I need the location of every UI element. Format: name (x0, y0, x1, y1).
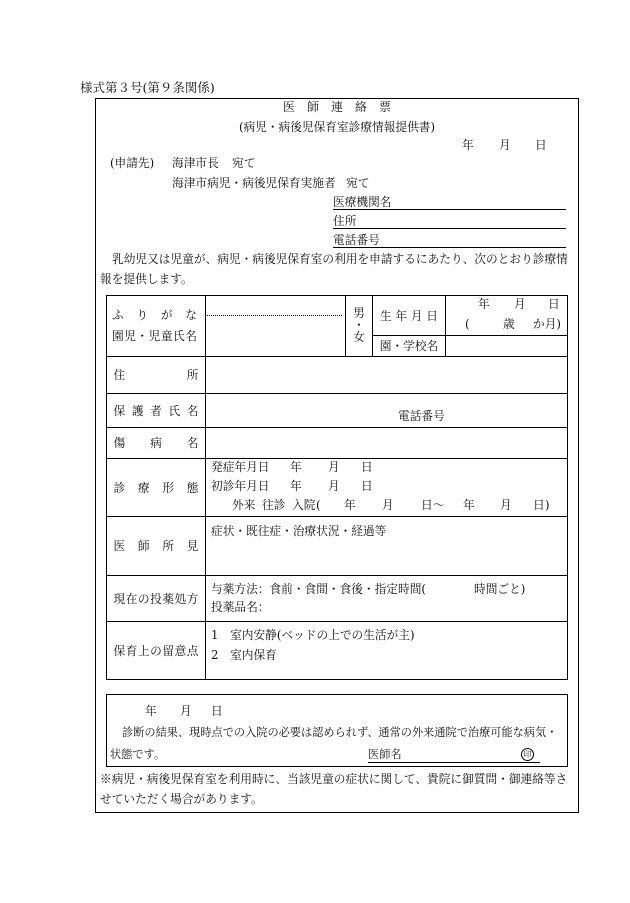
period-open: ( (316, 498, 321, 512)
childcare-notes-value-cell (205, 621, 568, 680)
intro-line: 報を提供します。 (100, 272, 193, 286)
label-glyph: 名 (186, 403, 199, 418)
label-glyph: 護 (131, 403, 144, 418)
label-glyph: 薬 (162, 591, 175, 606)
birthdate-label-cell (372, 295, 446, 336)
certification-box (106, 694, 568, 767)
furigana-label (112, 308, 197, 322)
label-glyph: の (150, 643, 162, 658)
age-months-unit: か月) (533, 317, 561, 331)
institution-phone-line (333, 247, 566, 248)
address-label (114, 368, 199, 382)
month-unit: 月 (500, 498, 512, 512)
dosing-method-label: 与薬方法：食前・食間・食後・指定時間( (211, 582, 426, 596)
label-glyph: 名 (186, 436, 199, 450)
label-glyph: 見 (186, 539, 199, 553)
guardian-value-cell (205, 393, 568, 428)
childcare-notes-label-cell (106, 621, 206, 680)
address-value-cell (205, 356, 568, 394)
childcare-notes-label (114, 644, 199, 658)
age-open: ( (465, 317, 470, 331)
year-unit: 年 (463, 498, 475, 512)
first-visit-date-label: 初診年月日 (211, 479, 270, 493)
child-name-value-cell (205, 295, 346, 357)
label-glyph: が (160, 308, 173, 322)
institution-name-line (333, 209, 566, 210)
day-unit: 日 (421, 498, 433, 512)
day-unit: 日 (211, 704, 223, 718)
visit-type-house-call: 往診 (262, 498, 286, 512)
label-glyph: 児 (124, 329, 136, 343)
label-glyph: 現 (113, 591, 126, 606)
day-unit: 日 (361, 460, 373, 474)
label-glyph: 形 (162, 480, 175, 495)
label-glyph: 意 (174, 643, 187, 658)
guardian-label-cell (106, 393, 206, 428)
label-glyph: 保 (113, 403, 126, 418)
label-glyph: 月 (410, 308, 423, 323)
label-glyph: ふ (112, 308, 124, 322)
recipient-label: (申請先) (110, 156, 155, 170)
label-glyph: 在 (125, 591, 138, 606)
label-glyph: 日 (426, 308, 438, 323)
medication-value-cell (205, 575, 568, 622)
label-glyph: 傷 (113, 436, 126, 450)
label-glyph: 上 (137, 643, 150, 658)
drug-name-label: 投薬品名： (211, 600, 270, 614)
label-glyph: 師 (137, 539, 150, 553)
label-glyph: 者 (150, 403, 162, 418)
label-glyph: 保 (113, 643, 126, 658)
recipient-mayor: 海津市長 (172, 156, 219, 170)
visit-type-inpatient: 入院 (292, 498, 316, 512)
care-type-label-cell (106, 458, 206, 517)
school-value-cell (445, 335, 568, 357)
address-label-cell (106, 356, 206, 394)
institution-address-line (333, 228, 566, 229)
label-glyph: 生 (380, 308, 392, 323)
onset-date-label: 発症年月日 (211, 460, 270, 474)
findings-label-cell (106, 516, 206, 576)
certification-statement: 状態です。 (110, 748, 166, 761)
label-glyph: 育 (125, 643, 138, 658)
birthdate-label (380, 309, 438, 323)
month-unit: 月 (514, 297, 526, 311)
day-unit: 日 (361, 479, 373, 493)
form-subtitle: (病児・病後児保育室診療情報提供書) (238, 120, 436, 134)
year-unit: 年 (290, 479, 302, 493)
gender-female: 女 (353, 330, 365, 344)
form-title: 医 師 連 絡 票 (282, 100, 391, 114)
label-glyph: 所 (162, 539, 175, 553)
institution-name-label: 医療機関名 (333, 195, 392, 209)
label-glyph: 住 (113, 368, 126, 382)
period-close: ) (545, 498, 550, 512)
childcare-note-item: 2 室内保育 (211, 648, 277, 662)
label-glyph: 処 (174, 591, 187, 606)
year-unit: 年 (462, 138, 474, 152)
label-glyph: 年 (395, 308, 408, 323)
recipient-operator: 海津市病児・病後児保育実施者 (172, 176, 336, 190)
dosing-interval-suffix: 時間ごと) (474, 582, 526, 596)
year-unit: 年 (478, 297, 490, 311)
doctor-name-label: 医師名 (368, 748, 402, 761)
label-glyph: 名 (185, 329, 197, 343)
diagnosis-label-cell (106, 427, 206, 459)
label-glyph: 氏 (173, 329, 185, 343)
guardian-label (114, 404, 199, 418)
diagnosis-label (114, 436, 199, 450)
month-unit: 月 (499, 138, 511, 152)
doctor-name-line (368, 762, 540, 763)
diagnosis-value-cell (205, 427, 568, 459)
recipient-suffix: 宛て (346, 176, 370, 190)
month-unit: 月 (328, 460, 340, 474)
label-glyph: 所 (186, 368, 199, 382)
school-label: 園・学校名 (379, 339, 439, 353)
findings-label (114, 539, 199, 553)
label-glyph: 病 (150, 436, 162, 450)
form-number: 様式第３号(第９条関係) (80, 80, 215, 95)
label-glyph: 診 (113, 480, 126, 495)
label-glyph: 点 (186, 643, 199, 658)
findings-value-cell (205, 516, 568, 576)
school-label-cell (372, 335, 446, 357)
medication-label-cell (106, 575, 206, 622)
label-glyph: の (137, 591, 150, 606)
label-glyph: 方 (186, 591, 199, 606)
label-glyph: 態 (186, 480, 199, 495)
childcare-note-item: 1 室内安静(ベッドの上での生活が主) (211, 628, 415, 642)
label-glyph: ・ (136, 329, 149, 343)
medication-label (114, 592, 199, 606)
care-type-value-cell (205, 458, 568, 517)
day-unit: 日 (535, 138, 547, 152)
month-unit: 月 (180, 704, 192, 718)
institution-phone-label: 電話番号 (333, 233, 380, 247)
label-glyph: 氏 (168, 403, 181, 418)
visit-type-outpatient: 外来 (232, 498, 256, 512)
year-unit: 年 (290, 460, 302, 474)
label-glyph: 医 (113, 539, 126, 553)
footnote-line: せていただく場合があります。 (100, 792, 263, 806)
birthdate-value-cell (445, 295, 568, 336)
label-glyph: 投 (150, 591, 162, 606)
label-glyph: な (185, 308, 197, 322)
label-glyph: 留 (162, 643, 175, 658)
furigana-divider (207, 315, 342, 316)
gender-male: 男 (353, 306, 365, 320)
year-unit: 年 (145, 704, 157, 718)
month-unit: 月 (328, 479, 340, 493)
seal-mark: 印 (521, 748, 534, 761)
day-unit: 日 (533, 498, 545, 512)
label-glyph: 療 (137, 480, 150, 495)
label-glyph: 園 (112, 329, 124, 343)
findings-prompt: 症状・既往症・治療状況・経過等 (211, 524, 387, 538)
gender-separator: ・ (353, 318, 365, 332)
guardian-phone-label: 電話番号 (398, 409, 445, 423)
day-unit: 日 (548, 297, 560, 311)
care-type-label (114, 481, 199, 495)
period-separator: ～ (433, 498, 445, 512)
recipient-suffix: 宛て (232, 156, 256, 170)
child-name-label (112, 329, 197, 343)
institution-address-label: 住所 (333, 214, 357, 228)
certification-statement: 診断の結果、現時点での入院の必要は認められず、通常の外来通院で治療可能な病気・ (122, 726, 558, 739)
footnote-line: ※病児・病後児保育室を利用時に、当該児童の症状に関して、貴院に御質問・御連絡等さ (100, 772, 568, 786)
intro-line: 乳幼児又は児童が、病児・病後児保育室の利用を申請するにあたり、次のとおり診療情 (112, 252, 568, 266)
label-glyph: 児 (148, 329, 161, 343)
label-glyph: り (136, 308, 149, 322)
label-glyph: 童 (160, 329, 173, 343)
age-years-unit: 歳 (503, 317, 515, 331)
year-unit: 年 (344, 498, 356, 512)
child-name-label-cell (106, 295, 206, 357)
gender-cell (345, 295, 373, 357)
month-unit: 月 (382, 498, 394, 512)
